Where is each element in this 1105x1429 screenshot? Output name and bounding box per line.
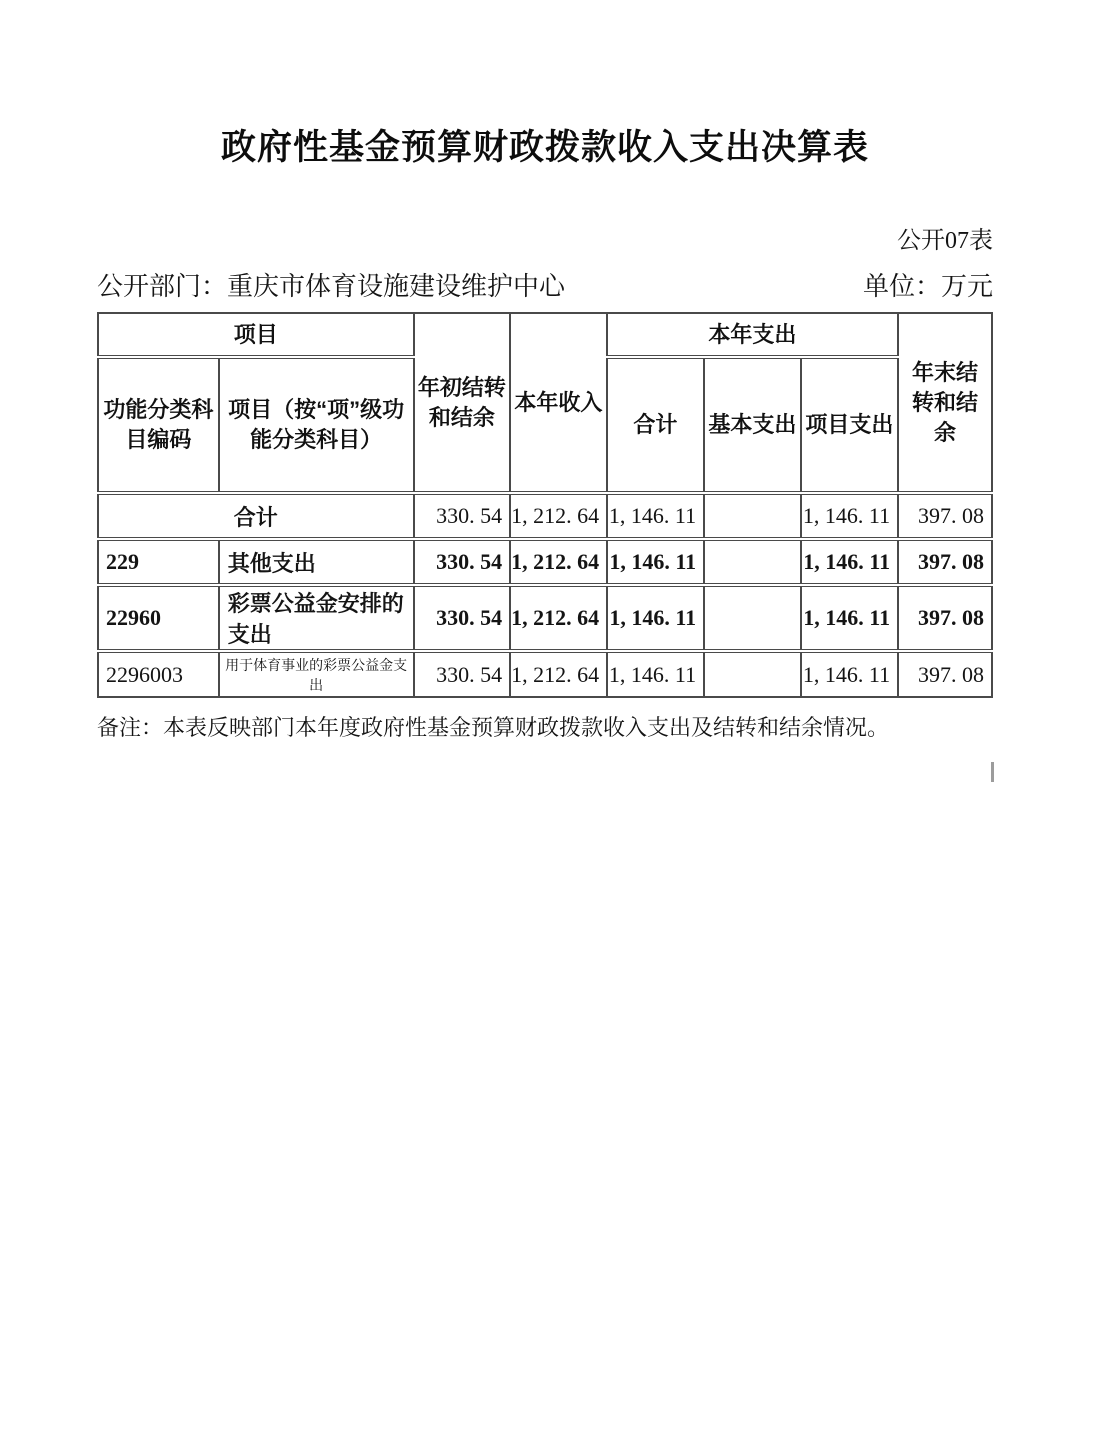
cell-begin-balance: 330. 54	[414, 493, 511, 539]
table-row-total	[98, 493, 992, 539]
header-project-expenditure: 项目支出	[801, 357, 898, 493]
cell-name: 合计	[98, 493, 414, 539]
header-current-expenditure-group: 本年支出	[607, 313, 898, 357]
unit-label: 单位：万元	[862, 272, 993, 301]
cell-name: 用于体育事业的彩票公益金支出	[219, 651, 414, 697]
page-title: 政府性基金预算财政拨款收入支出决算表	[220, 128, 869, 167]
cell-project-expenditure: 1, 146. 11	[801, 539, 898, 585]
cell-income: 1, 212. 64	[510, 493, 607, 539]
cell-expenditure-total: 1, 146. 11	[607, 651, 704, 697]
cell-begin-balance: 330. 54	[414, 539, 511, 585]
cell-basic-expenditure	[704, 651, 801, 697]
cell-project-expenditure: 1, 146. 11	[801, 493, 898, 539]
table-code-label: 公开07表	[897, 228, 993, 254]
cell-code: 22960	[98, 585, 219, 651]
cell-name: 彩票公益金安排的支出	[219, 585, 414, 651]
department-label: 公开部门：重庆市体育设施建设维护中心	[97, 272, 566, 301]
header-end-balance: 年末结转和结余	[898, 313, 992, 493]
cell-basic-expenditure	[704, 539, 801, 585]
budget-table	[97, 312, 993, 698]
cell-begin-balance: 330. 54	[414, 651, 511, 697]
footnote: 备注：本表反映部门本年度政府性基金预算财政拨款收入支出及结转和结余情况。	[97, 715, 890, 740]
cell-expenditure-total: 1, 146. 11	[607, 539, 704, 585]
cell-name: 其他支出	[219, 539, 414, 585]
cell-expenditure-total: 1, 146. 11	[607, 585, 704, 651]
table-row	[98, 539, 992, 585]
cell-project-expenditure: 1, 146. 11	[801, 651, 898, 697]
cell-code: 2296003	[98, 651, 219, 697]
header-begin-balance: 年初结转和结余	[414, 313, 511, 493]
header-current-income: 本年收入	[510, 313, 607, 493]
header-expenditure-total: 合计	[607, 357, 704, 493]
table-row	[98, 651, 992, 697]
table-row	[98, 585, 992, 651]
header-row-groups	[98, 313, 992, 357]
cell-end-balance: 397. 08	[898, 651, 992, 697]
cell-income: 1, 212. 64	[510, 585, 607, 651]
cell-expenditure-total: 1, 146. 11	[607, 493, 704, 539]
cell-code: 229	[98, 539, 219, 585]
cell-end-balance: 397. 08	[898, 493, 992, 539]
header-function-code: 功能分类科目编码	[98, 357, 219, 493]
cell-end-balance: 397. 08	[898, 539, 992, 585]
cell-basic-expenditure	[704, 493, 801, 539]
header-project-item: 项目（按“项”级功能分类科目）	[219, 357, 414, 493]
meta-row	[97, 270, 993, 304]
cell-basic-expenditure	[704, 585, 801, 651]
content-area	[97, 226, 993, 743]
cell-end-balance: 397. 08	[898, 585, 992, 651]
cursor-artifact	[991, 762, 994, 782]
header-basic-expenditure: 基本支出	[704, 357, 801, 493]
cell-project-expenditure: 1, 146. 11	[801, 585, 898, 651]
header-project-group: 项目	[98, 313, 414, 357]
cell-begin-balance: 330. 54	[414, 585, 511, 651]
cell-income: 1, 212. 64	[510, 539, 607, 585]
cell-income: 1, 212. 64	[510, 651, 607, 697]
